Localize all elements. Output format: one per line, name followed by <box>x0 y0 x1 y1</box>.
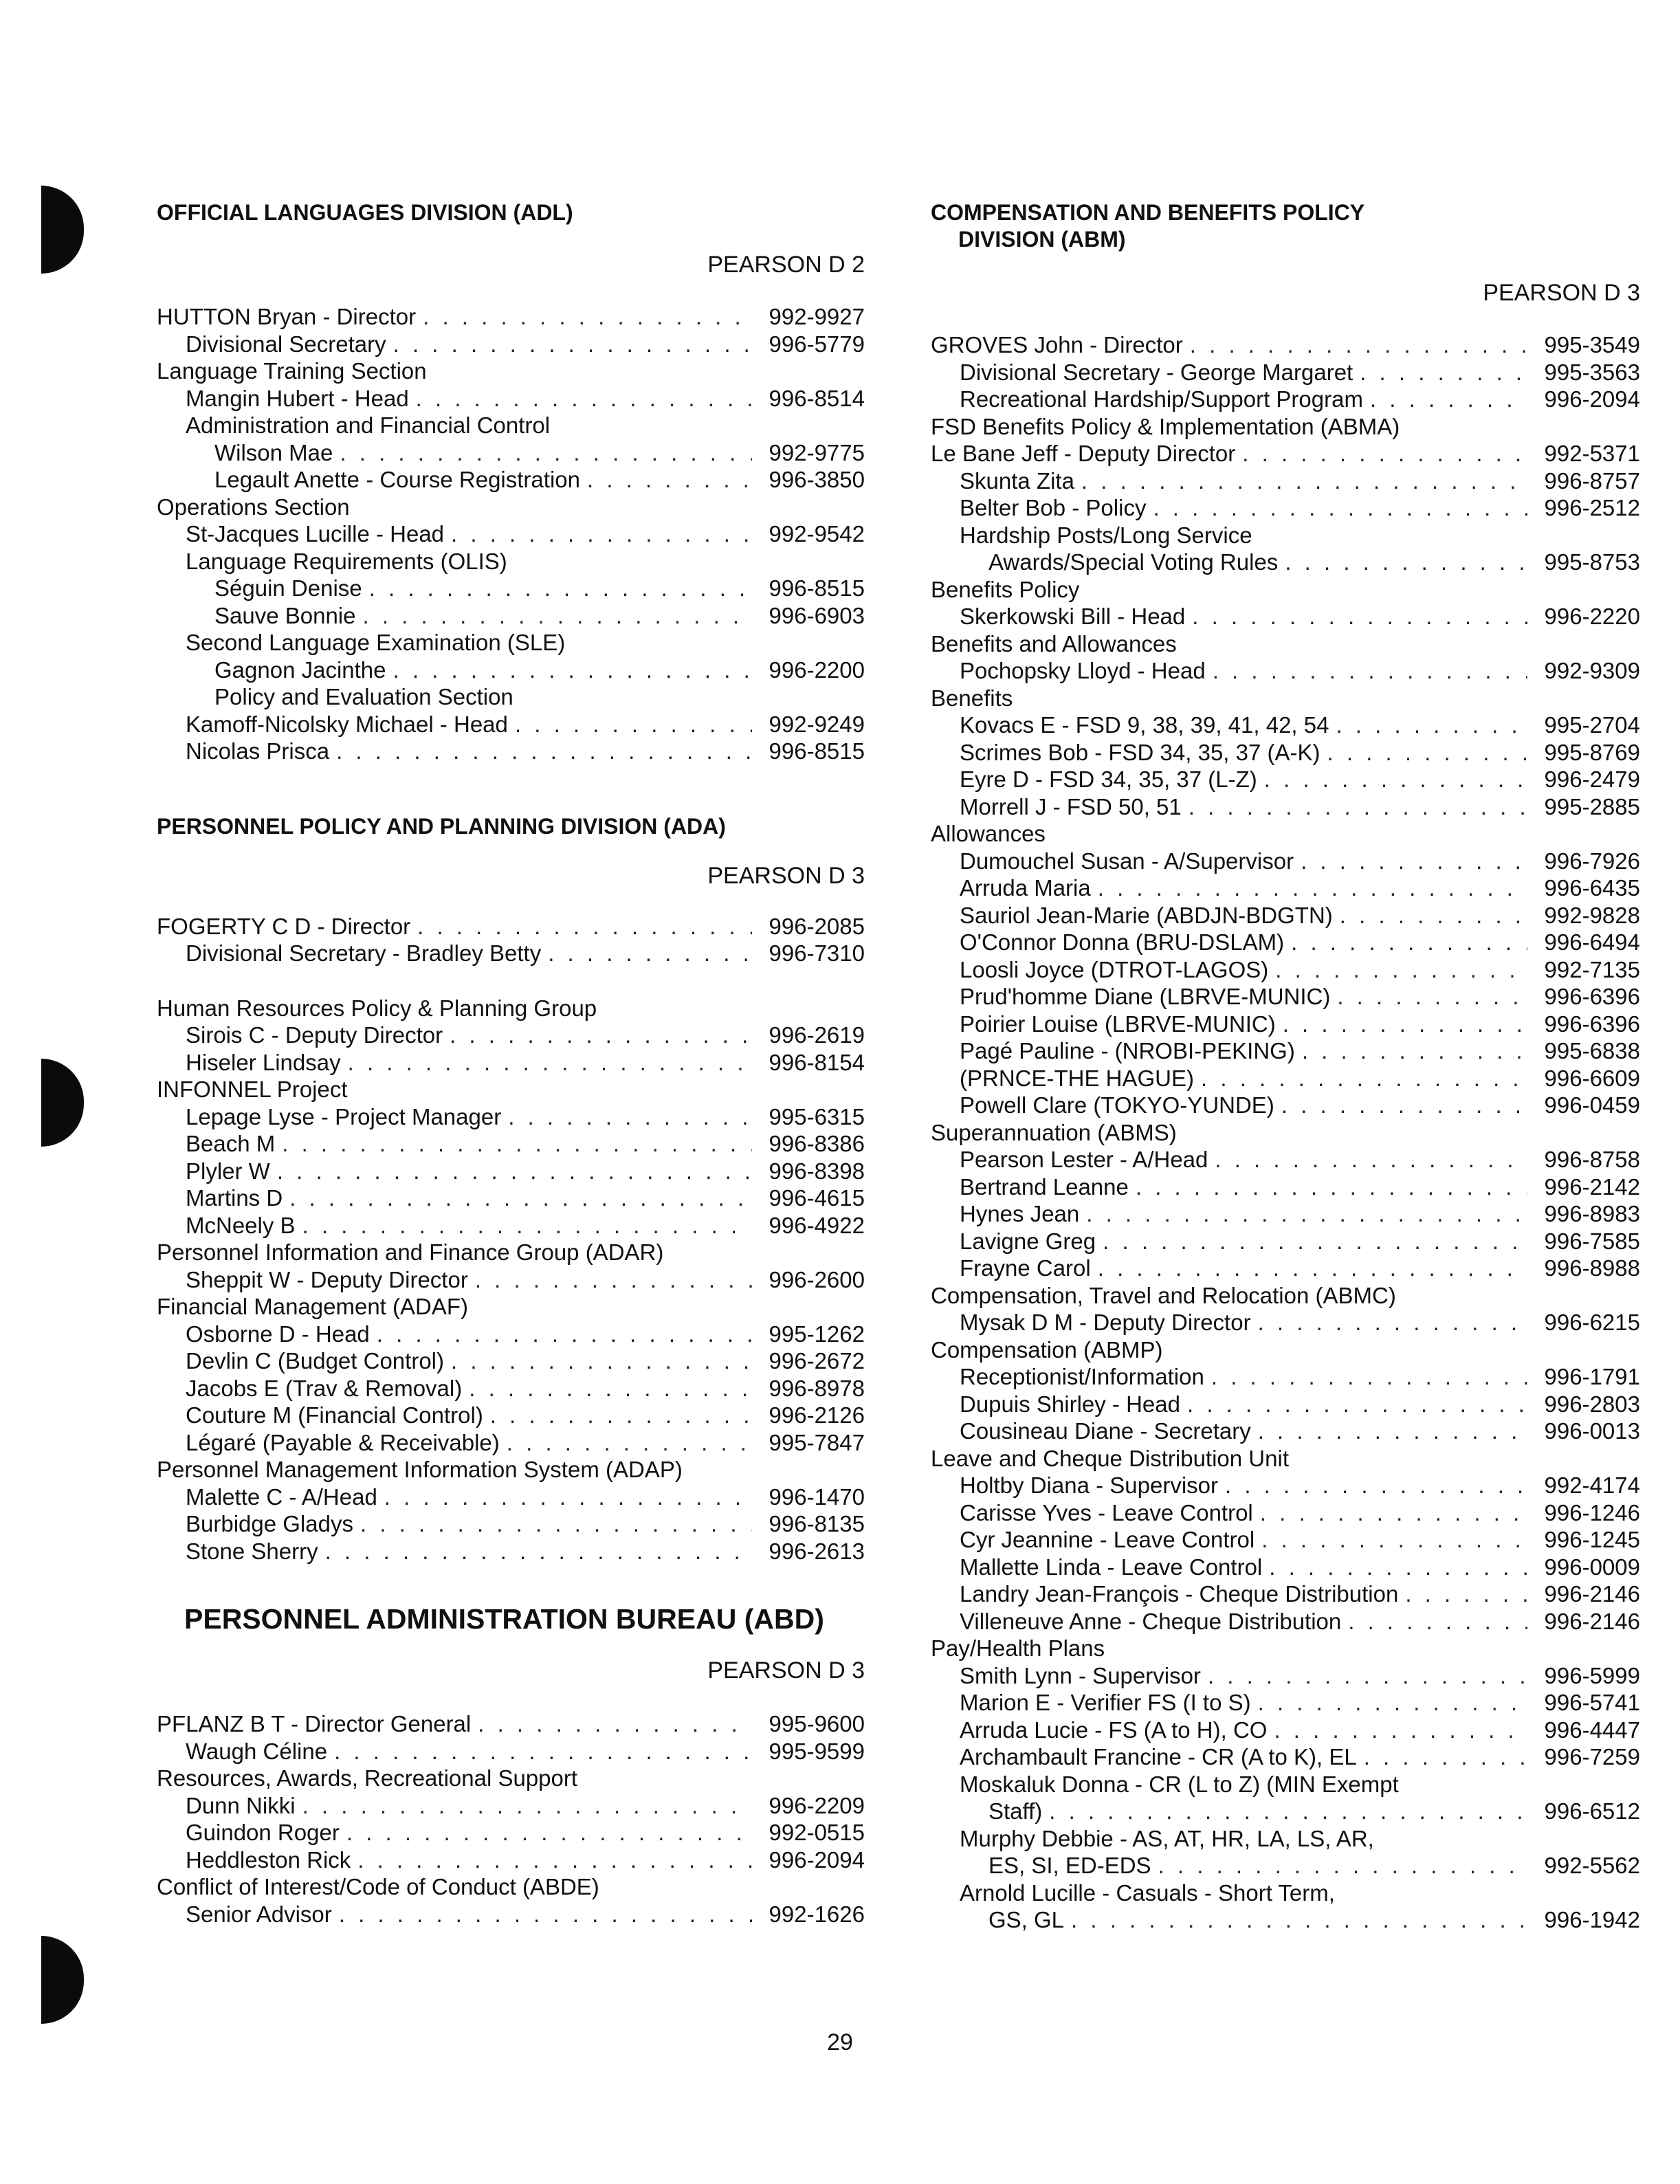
directory-entry: Dunn Nikki . . . 996-2209 <box>157 1792 865 1820</box>
directory-entry: Lavigne Greg . . . 996-7585 <box>931 1228 1640 1255</box>
subsection-heading: Compensation (ABMP) <box>931 1336 1163 1363</box>
directory-entry: Couture M (Financial Control) . . . 996-2126 <box>157 1402 865 1429</box>
directory-entry: Cyr Jeannine - Leave Control . . . 996-1245 <box>931 1526 1640 1554</box>
directory-entry: (PRNCE-THE HAGUE) . . . 996-6609 <box>931 1065 1640 1092</box>
directory-entry: GROVES John - Director . . . 995-3549 <box>931 331 1640 359</box>
directory-entry: Powell Clare (TOKYO-YUNDE) . . . 996-0459 <box>931 1092 1640 1119</box>
binder-hole-middle <box>41 1059 84 1147</box>
directory-entry: Villeneuve Anne - Cheque Distribution . . . 996-2146 <box>931 1608 1640 1635</box>
directory-list-abm <box>931 331 1640 1934</box>
subsection-heading: Policy and Evaluation Section <box>214 684 513 709</box>
directory-entry: Sauriol Jean-Marie (ABDJN-BDGTN) . . . 992-9828 <box>931 902 1640 929</box>
subsection-heading: Financial Management (ADAF) <box>157 1294 469 1319</box>
directory-entry: O'Connor Donna (BRU-DSLAM) . . . 996-6494 <box>931 929 1640 956</box>
directory-entry: Carisse Yves - Leave Control . . . 996-1246 <box>931 1499 1640 1527</box>
directory-entry: Heddleston Rick . . . 996-2094 <box>157 1846 865 1874</box>
directory-entry: ES, SI, ED-EDS . . . 992-5562 <box>931 1852 1640 1879</box>
subsection-heading: Benefits and Allowances <box>931 630 1177 657</box>
directory-entry: Guindon Roger . . . 992-0515 <box>157 1819 865 1846</box>
directory-entry: Landry Jean-François - Cheque Distribution . . . 996-2146 <box>931 1580 1640 1608</box>
directory-entry: Hynes Jean . . . 996-8983 <box>931 1200 1640 1228</box>
directory-entry: Divisional Secretary - Bradley Betty . . . 996-7310 <box>157 940 865 967</box>
directory-entry: Martins D . . . 996-4615 <box>157 1184 865 1212</box>
directory-entry: Belter Bob - Policy . . . 996-2512 <box>931 494 1640 522</box>
directory-entry: Recreational Hardship/Support Program . . . 996-2094 <box>931 386 1640 413</box>
directory-entry: Loosli Joyce (DTROT-LAGOS) . . . 992-7135 <box>931 956 1640 984</box>
directory-entry: Sheppit W - Deputy Director . . . 996-2600 <box>157 1266 865 1294</box>
directory-entry: Staff) . . . 996-6512 <box>931 1798 1640 1825</box>
subsection-heading: Second Language Examination (SLE) <box>186 630 566 655</box>
subsection-heading: Arnold Lucille - Casuals - Short Term, <box>960 1879 1335 1906</box>
directory-entry: Stone Sherry . . . 996-2613 <box>157 1538 865 1565</box>
directory-entry: Marion E - Verifier FS (I to S) . . . 996-5741 <box>931 1689 1640 1717</box>
directory-entry: Kamoff-Nicolsky Michael - Head . . . 992-9249 <box>157 711 865 738</box>
directory-entry: Prud'homme Diane (LBRVE-MUNIC) . . . 996-6396 <box>931 983 1640 1011</box>
directory-entry: Frayne Carol . . . 996-8988 <box>931 1255 1640 1282</box>
directory-entry: FOGERTY C D - Director . . . 996-2085 <box>157 913 865 940</box>
section-title-adl: OFFICIAL LANGUAGES DIVISION (ADL) <box>157 200 573 225</box>
directory-entry: Morrell J - FSD 50, 51 . . . 995-2885 <box>931 793 1640 821</box>
directory-entry: Le Bane Jeff - Deputy Director . . . 992-5371 <box>931 440 1640 467</box>
directory-entry: Burbidge Gladys . . . 996-8135 <box>157 1510 865 1538</box>
directory-entry: Pearson Lester - A/Head . . . 996-8758 <box>931 1146 1640 1173</box>
directory-entry: Wilson Mae . . . 992-9775 <box>157 439 865 467</box>
directory-entry: Smith Lynn - Supervisor . . . 996-5999 <box>931 1662 1640 1690</box>
directory-entry: Mysak D M - Deputy Director . . . 996-6215 <box>931 1309 1640 1336</box>
left-column <box>157 199 865 1928</box>
directory-entry: Scrimes Bob - FSD 34, 35, 37 (A-K) . . . 995-8769 <box>931 739 1640 766</box>
section-title-abm <box>931 199 1640 253</box>
directory-entry: Mangin Hubert - Head . . . 996-8514 <box>157 385 865 412</box>
directory-entry: St-Jacques Lucille - Head . . . 992-9542 <box>157 520 865 548</box>
subsection-heading: Personnel Information and Finance Group (ADAR) <box>157 1239 664 1265</box>
directory-entry: Divisional Secretary - George Margaret . . . 995-3563 <box>931 359 1640 386</box>
directory-entry: Jacobs E (Trav & Removal) . . . 996-8978 <box>157 1375 865 1402</box>
directory-entry: Osborne D - Head . . . 995-1262 <box>157 1321 865 1348</box>
directory-entry: Skerkowski Bill - Head . . . 996-2220 <box>931 603 1640 630</box>
subsection-heading: Language Requirements (OLIS) <box>186 548 507 574</box>
directory-entry: HUTTON Bryan - Director . . . 992-9927 <box>157 303 865 331</box>
subsection-heading: Resources, Awards, Recreational Support <box>157 1765 578 1791</box>
directory-entry: Kovacs E - FSD 9, 38, 39, 41, 42, 54 . . . 995-2704 <box>931 712 1640 739</box>
section-title-line-2: DIVISION (ABM) <box>958 227 1126 252</box>
directory-entry: Poirier Louise (LBRVE-MUNIC) . . . 996-6396 <box>931 1011 1640 1038</box>
directory-list-abd <box>157 1710 865 1928</box>
subsection-heading: Human Resources Policy & Planning Group <box>157 995 597 1021</box>
subsection-heading: Superannuation (ABMS) <box>931 1119 1177 1145</box>
directory-entry: Arruda Maria . . . 996-6435 <box>931 874 1640 902</box>
subsection-heading: Conflict of Interest/Code of Conduct (ABDE) <box>157 1874 599 1899</box>
directory-entry: Dupuis Shirley - Head . . . 996-2803 <box>931 1391 1640 1418</box>
subsection-heading: Pay/Health Plans <box>931 1635 1105 1661</box>
directory-entry: Senior Advisor . . . 992-1626 <box>157 1901 865 1928</box>
location-ada: PEARSON D 3 <box>707 862 865 889</box>
subsection-heading: Allowances <box>931 821 1046 846</box>
directory-entry: Awards/Special Voting Rules . . . 995-8753 <box>931 549 1640 576</box>
subsection-heading: Operations Section <box>157 494 350 520</box>
directory-entry: Pochopsky Lloyd - Head . . . 992-9309 <box>931 657 1640 685</box>
directory-entry: Waugh Céline . . . 995-9599 <box>157 1738 865 1765</box>
spacer <box>157 967 865 995</box>
directory-entry: Sauve Bonnie . . . 996-6903 <box>157 602 865 630</box>
subsection-heading: Compensation, Travel and Relocation (ABMC) <box>931 1282 1396 1308</box>
directory-entry: Sirois C - Deputy Director . . . 996-2619 <box>157 1022 865 1049</box>
subsection-heading: Personnel Management Information System (ADAP) <box>157 1457 683 1482</box>
directory-entry: Eyre D - FSD 34, 35, 37 (L-Z) . . . 996-2479 <box>931 766 1640 793</box>
right-column <box>931 199 1640 1934</box>
subsection-heading: Benefits <box>931 685 1013 711</box>
subsection-heading: Language Training Section <box>157 358 427 384</box>
directory-entry: Hiseler Lindsay . . . 996-8154 <box>157 1049 865 1077</box>
directory-entry: PFLANZ B T - Director General . . . 995-9600 <box>157 1710 865 1738</box>
directory-entry: Holtby Diana - Supervisor . . . 992-4174 <box>931 1472 1640 1499</box>
page-number: 29 <box>827 2029 853 2055</box>
directory-entry: Arruda Lucie - FS (A to H), CO . . . 996-4447 <box>931 1717 1640 1744</box>
subsection-heading: FSD Benefits Policy & Implementation (ABMA) <box>931 413 1400 439</box>
location-adl: PEARSON D 2 <box>707 252 865 278</box>
directory-entry: Gagnon Jacinthe . . . 996-2200 <box>157 657 865 684</box>
directory-entry: GS, GL . . . 996-1942 <box>931 1906 1640 1934</box>
directory-entry: Séguin Denise . . . 996-8515 <box>157 575 865 602</box>
section-title-abd: PERSONNEL ADMINISTRATION BUREAU (ABD) <box>184 1603 824 1635</box>
directory-entry: Plyler W . . . 996-8398 <box>157 1158 865 1185</box>
directory-list-adl <box>157 303 865 765</box>
location-abd: PEARSON D 3 <box>707 1657 865 1684</box>
directory-entry: Devlin C (Budget Control) . . . 996-2672 <box>157 1347 865 1375</box>
directory-entry: Beach M . . . 996-8386 <box>157 1130 865 1158</box>
directory-entry: Bertrand Leanne . . . 996-2142 <box>931 1173 1640 1201</box>
binder-hole-top <box>41 186 84 274</box>
directory-entry: McNeely B . . . 996-4922 <box>157 1212 865 1239</box>
directory-entry: Cousineau Diane - Secretary . . . 996-0013 <box>931 1418 1640 1445</box>
subsection-heading: INFONNEL Project <box>157 1077 348 1102</box>
directory-list-ada <box>157 913 865 1565</box>
directory-entry: Lepage Lyse - Project Manager . . . 995-6315 <box>157 1103 865 1131</box>
subsection-heading: Moskaluk Donna - CR (L to Z) (MIN Exempt <box>960 1771 1399 1797</box>
subsection-heading: Leave and Cheque Distribution Unit <box>931 1445 1289 1471</box>
section-title-ada: PERSONNEL POLICY AND PLANNING DIVISION (ADA) <box>157 813 726 839</box>
directory-entry: Nicolas Prisca . . . 996-8515 <box>157 738 865 765</box>
directory-entry: Legault Anette - Course Registration . . . 996-3850 <box>157 466 865 494</box>
subsection-heading: Benefits Policy <box>931 576 1080 602</box>
directory-entry: Archambault Francine - CR (A to K), EL . . . 996-7259 <box>931 1743 1640 1771</box>
location-abm: PEARSON D 3 <box>1483 280 1640 306</box>
binder-hole-bottom <box>41 1936 84 2024</box>
directory-entry: Malette C - A/Head . . . 996-1470 <box>157 1483 865 1511</box>
subsection-heading: Administration and Financial Control <box>186 412 551 438</box>
directory-entry: Mallette Linda - Leave Control . . . 996-0009 <box>931 1554 1640 1581</box>
directory-entry: Divisional Secretary . . . 996-5779 <box>157 331 865 358</box>
section-title-line-1: COMPENSATION AND BENEFITS POLICY <box>931 200 1365 225</box>
directory-entry: Légaré (Payable & Receivable) . . . 995-7847 <box>157 1429 865 1457</box>
directory-entry: Pagé Pauline - (NROBI-PEKING) . . . 995-6838 <box>931 1037 1640 1065</box>
subsection-heading: Murphy Debbie - AS, AT, HR, LA, LS, AR, <box>960 1825 1374 1851</box>
directory-entry: Skunta Zita . . . 996-8757 <box>931 467 1640 495</box>
subsection-heading: Hardship Posts/Long Service <box>960 522 1252 548</box>
directory-entry: Receptionist/Information . . . 996-1791 <box>931 1363 1640 1391</box>
directory-entry: Dumouchel Susan - A/Supervisor . . . 996-7926 <box>931 848 1640 875</box>
